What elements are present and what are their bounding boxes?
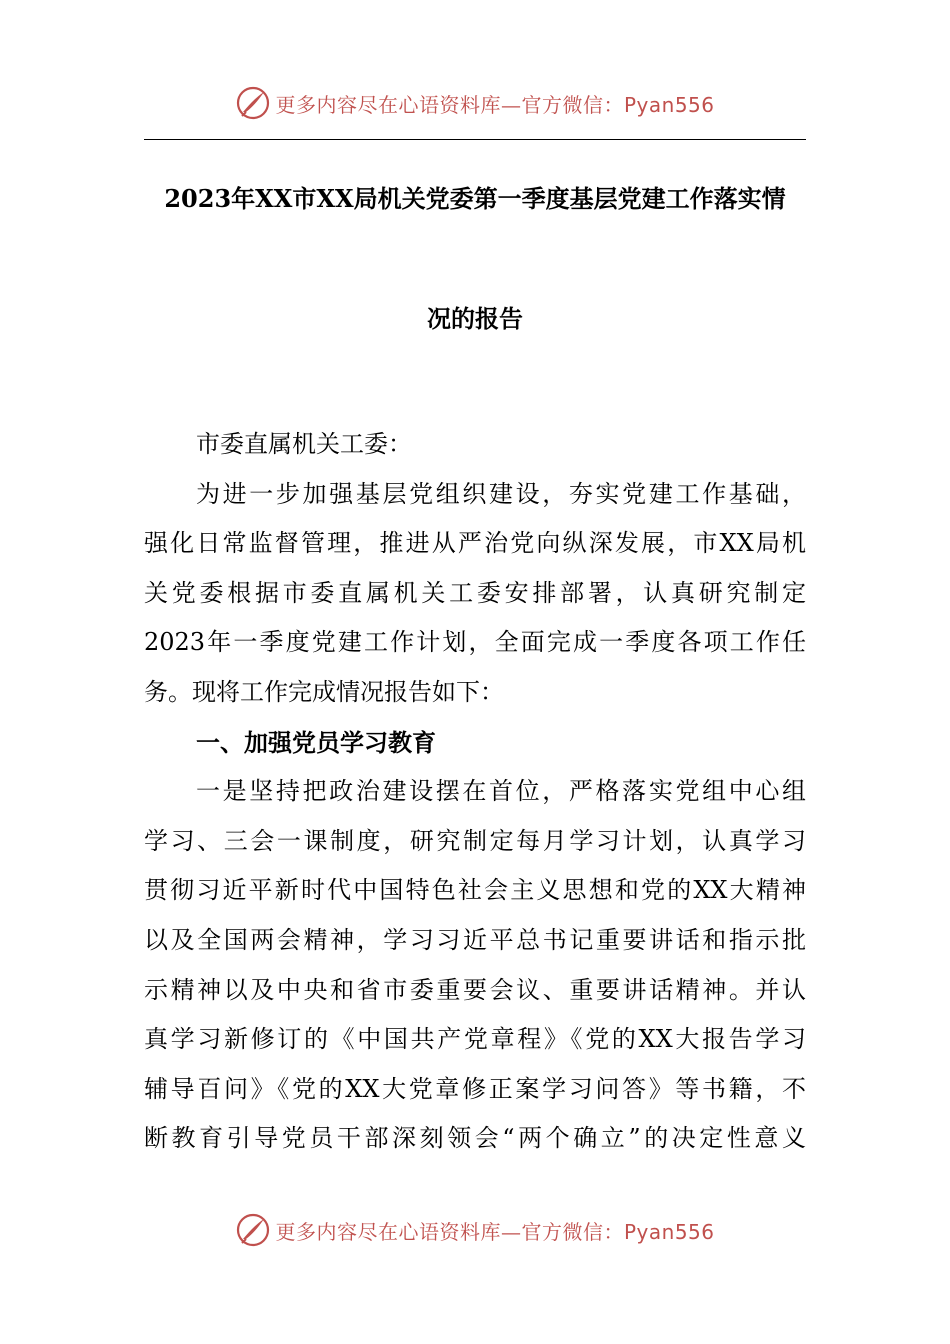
section-paragraph-line: 学习、三会一课制度，研究制定每月学习计划，认真学习 xyxy=(144,826,806,855)
watermark-wechat-id: Pyan556 xyxy=(623,92,715,117)
intro-line: 强化日常监督管理，推进从严治党向纵深发展，市XX局机 xyxy=(144,529,806,558)
footer-watermark xyxy=(0,1210,950,1250)
section-heading: 一、加强党员学习教育 xyxy=(196,727,436,757)
watermark-text: 更多内容尽在心语资料库—官方微信：Pyan556 xyxy=(275,1219,715,1244)
section-paragraph-line: 真学习新修订的《中国共产党章程》《党的XX大报告学习 xyxy=(144,1025,806,1054)
quill-pen-logo-icon xyxy=(235,1212,271,1248)
section-paragraph-line: 断教育引导党员干部深刻领会“两个确立”的决定性意义 xyxy=(144,1124,806,1153)
section-paragraph-line: 以及全国两会精神，学习习近平总书记重要讲话和指示批 xyxy=(144,925,806,954)
section-paragraph-line: 辅导百问》《党的XX大党章修正案学习问答》等书籍，不 xyxy=(144,1074,806,1103)
intro-line: 关党委根据市委直属机关工委安排部署，认真研究制定 xyxy=(144,578,806,607)
section-paragraph-line: 一是坚持把政治建设摆在首位，严格落实党组中心组 xyxy=(196,777,806,806)
document-body xyxy=(144,420,806,1164)
intro-line: 2023年一季度党建工作计划，全面完成一季度各项工作任 xyxy=(144,628,806,657)
header-watermark xyxy=(0,83,950,123)
header-divider xyxy=(144,139,806,140)
watermark-text: 更多内容尽在心语资料库—官方微信：Pyan556 xyxy=(275,92,715,117)
salutation: 市委直属机关工委： xyxy=(196,430,412,458)
intro-line: 为进一步加强基层党组织建设，夯实党建工作基础， xyxy=(196,479,806,508)
watermark-wechat-id: Pyan556 xyxy=(623,1219,715,1244)
document-title-line-1: 2023年XX市XX局机关党委第一季度基层党建工作落实情 xyxy=(164,184,786,213)
quill-pen-logo-icon xyxy=(235,85,271,121)
document-title-line-2: 况的报告 xyxy=(427,304,523,333)
intro-line: 务。现将工作完成情况报告如下： xyxy=(144,677,504,706)
section-paragraph-line: 示精神以及中央和省市委重要会议、重要讲话精神。并认 xyxy=(144,975,806,1004)
section-paragraph-line: 贯彻习近平新时代中国特色社会主义思想和党的XX大精神 xyxy=(144,876,806,905)
